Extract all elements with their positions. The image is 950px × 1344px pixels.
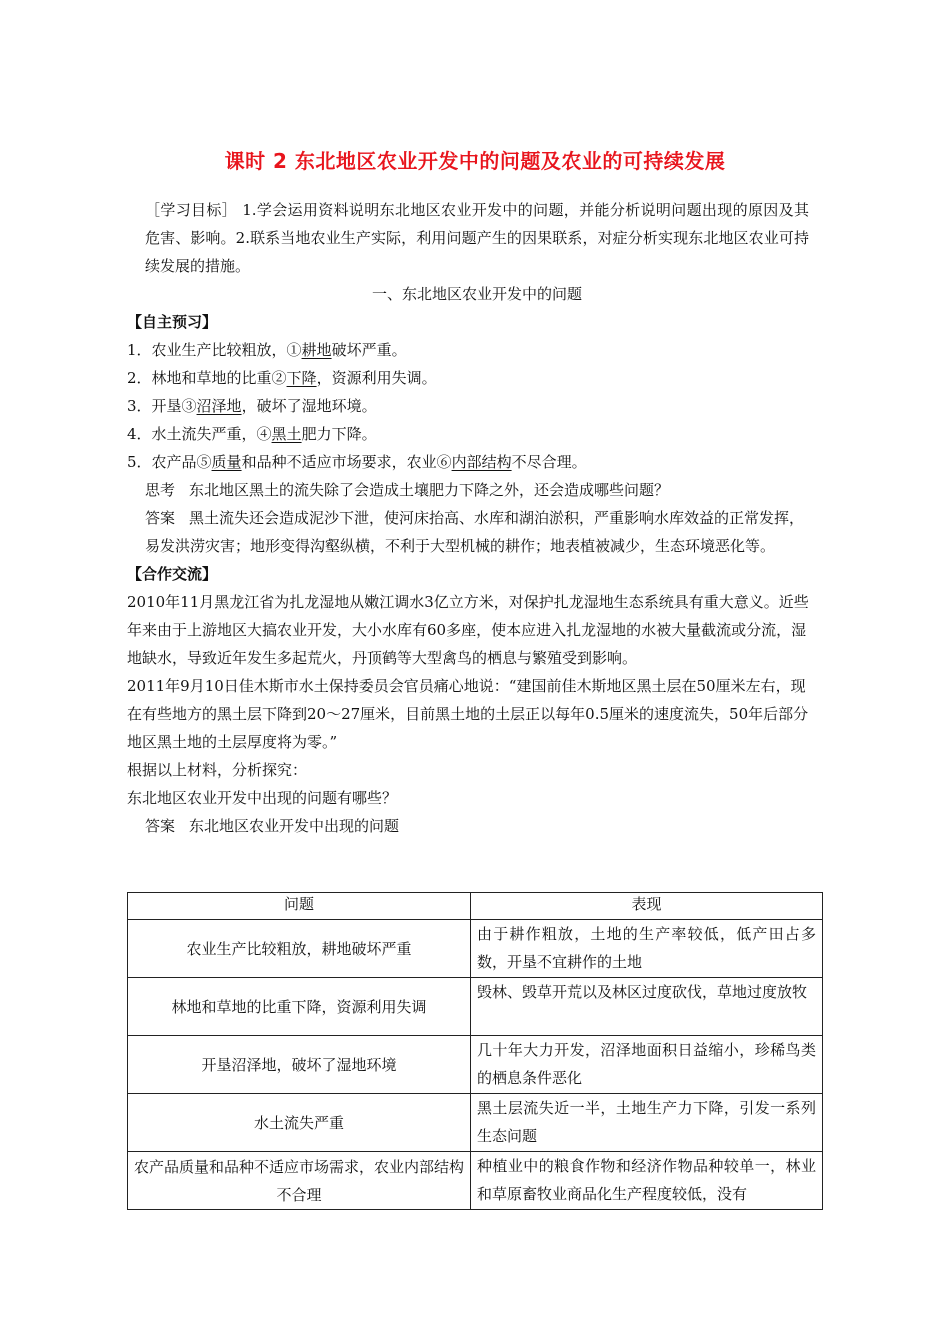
learning-objectives: ［学习目标］ 1.学会运用资料说明东北地区农业开发中的问题，并能分析说明问题出现的原因及其危害、影响。2.联系当地农业生产实际，利用问题产生的因果联系，对症分析实现东北地区农业可持续发展的措施。 [145, 201, 809, 275]
cooperate-heading: 【合作交流】 [127, 565, 218, 583]
problem-cell: 水土流失严重 [128, 1094, 471, 1152]
document-body [127, 196, 809, 840]
column-header: 问题 [128, 893, 471, 920]
analysis-answer: 答案 东北地区农业开发中出现的问题 [145, 817, 400, 835]
preview-item: 3．开垦③沼泽地，破坏了湿地环境。 [127, 397, 377, 415]
manifestation-cell: 黑土层流失近一半，土地生产力下降，引发一系列生态问题 [471, 1094, 823, 1152]
analysis-question: 东北地区农业开发中出现的问题有哪些？ [127, 789, 398, 807]
preview-item: 1．农业生产比较粗放，①耕地破坏严重。 [127, 341, 407, 359]
manifestation-cell: 几十年大力开发，沼泽地面积日益缩小，珍稀鸟类的栖息条件恶化 [471, 1036, 823, 1094]
think-question: 思考 东北地区黑土的流失除了会造成土壤肥力下降之外，还会造成哪些问题？ [145, 481, 670, 499]
material-paragraph: 2011年9月10日佳木斯市水土保持委员会官员痛心地说：“建国前佳木斯地区黑土层在50厘米左右，现在有些地方的黑土层下降到20～27厘米，目前黑土地的土层正以每年0.5厘米的速度流失，50年后部分地区黑土地的土层厚度将为零。” [127, 677, 809, 751]
answer-term: 质量 [211, 453, 242, 471]
lesson-title: 课时 2 东北地区农业开发中的问题及农业的可持续发展 [224, 149, 726, 173]
answer-term: 耕地 [301, 341, 332, 359]
preview-heading: 【自主预习】 [127, 313, 218, 331]
problem-cell: 农产品质量和品种不适应市场需求，农业内部结构不合理 [128, 1152, 471, 1210]
table-row [128, 1152, 823, 1210]
answer-term: 沼泽地 [196, 397, 242, 415]
analysis-prompt: 根据以上材料，分析探究： [127, 761, 308, 779]
answer-term: 黑土 [271, 425, 302, 443]
problem-cell: 开垦沼泽地，破坏了湿地环境 [128, 1036, 471, 1094]
manifestation-cell: 毁林、毁草开荒以及林区过度砍伐，草地过度放牧 [471, 978, 823, 1036]
think-answer: 答案 黑土流失还会造成泥沙下泄，使河床抬高、水库和湖泊淤积，严重影响水库效益的正常发挥，易发洪涝灾害；地形变得沟壑纵横，不利于大型机械的耕作；地表植被减少，生态环境恶化等。 [145, 509, 805, 555]
answer-term: 内部结构 [451, 453, 512, 471]
material-paragraph: 2010年11月黑龙江省为扎龙湿地从嫩江调水3亿立方米，对保护扎龙湿地生态系统具有重大意义。近些年来由于上游地区大搞农业开发，大小水库有60多座，使本应进入扎龙湿地的水被大量截流或分流，湿地缺水，导致近年发生多起荒火，丹顶鹤等大型禽鸟的栖息与繁殖受到影响。 [127, 593, 809, 667]
manifestation-cell: 种植业中的粮食作物和经济作物品种较单一，林业和草原畜牧业商品化生产程度较低，没有 [471, 1152, 823, 1210]
table-header-row [128, 893, 823, 920]
preview-item: 4．水土流失严重，④黑土肥力下降。 [127, 425, 377, 443]
column-header: 表现 [471, 893, 823, 920]
table-row [128, 978, 823, 1036]
section-heading: 一、东北地区农业开发中的问题 [371, 285, 582, 303]
table-row [128, 920, 823, 978]
problem-cell: 林地和草地的比重下降，资源利用失调 [128, 978, 471, 1036]
preview-item: 5．农产品⑤质量和品种不适应市场要求，农业⑥内部结构不尽合理。 [127, 453, 587, 471]
answer-term: 下降 [286, 369, 317, 387]
table-row [128, 1036, 823, 1094]
table-row [128, 1094, 823, 1152]
problems-table [127, 892, 823, 1210]
preview-item: 2．林地和草地的比重②下降，资源利用失调。 [127, 369, 437, 387]
manifestation-cell: 由于耕作粗放，土地的生产率较低，低产田占多数，开垦不宜耕作的土地 [471, 920, 823, 978]
problem-cell: 农业生产比较粗放，耕地破坏严重 [128, 920, 471, 978]
